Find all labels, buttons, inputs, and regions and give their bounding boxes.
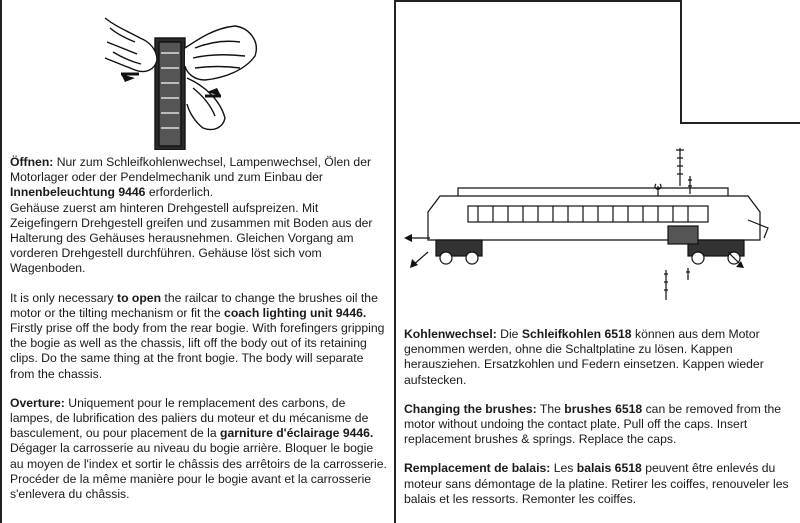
fold-divider	[394, 0, 396, 523]
english-opening-instructions: It is only necessary to open the railcar to change the brushes oil the motor or the tilting mechanism or fit the coach lighting unit 9446. Firstly prise off the body from the rear bogie. With forefingers gripping the bogie as well as the chassis, lift off the body out of its retaining clips. Do the same thing at the front bogie. The body will separate from the chassis.	[10, 290, 385, 381]
left-text-column	[10, 155, 388, 516]
french-brush-instructions: Remplacement de balais: Les balais 6518 peuvent être enlevés du moteur sans démontage de la platine. Retirer les coiffes, renouveler les balais et les ressorts. Remonter les coiffes.	[404, 461, 789, 506]
left-border	[0, 0, 2, 523]
right-step-vertical	[680, 0, 682, 124]
right-top-border	[394, 0, 680, 2]
railcar-diagram	[398, 140, 798, 312]
german-heading: Öffnen:	[10, 155, 54, 169]
hands-illustration	[95, 8, 270, 150]
english-brush-instructions: Changing the brushes: The brushes 6518 can be removed from the motor without undoing the contact plate. Pull off the caps. Insert replacement brushes & springs. Replace the caps.	[404, 401, 782, 447]
french-heading: Overture:	[10, 395, 65, 410]
german-brush-instructions: Kohlenwechsel: Die Schleifkohlen 6518 können aus dem Motor genommen werden, ohne die Schaltplatine zu lösen. Kappen herausziehen. Ersatzkohlen und Federn einsetzen. Kappen wieder aufstecken.	[404, 327, 764, 387]
german-opening-instructions: Öffnen: Nur zum Schleifkohlenwechsel, Lampenwechsel, Ölen der Motorlager oder der Pendelmechanik und zum Einbau der Innenbeleuchtung 9446 erforderlich. Gehäuse zuerst am hinteren Drehgestell aufspreizen. Mit Zeigefingern Drehgestell greifen und zusammen mit Boden aus der Halterung des Gehäuses herausnehmen. Gleichen Vorgang am vorderen Drehgestell durchführen. Gehäuse löst sich vom Wagenboden.	[10, 155, 373, 276]
right-step-horizontal	[680, 122, 800, 124]
right-text-column	[404, 327, 790, 521]
french-opening-instructions: Overture: Uniquement pour le remplacement des carbons, de lampes, de lubrification des paliers du moteur et du mécanisme de basculement, ou pour placement de la garniture d'éclairage 9446. Dégager la carrosserie au niveau du bogie arrière. Bloquer le bogie au moyen de l'index et sortir le châssis des arrêtoirs de la carrosserie. Procéder de la même manière pour le bogie avant et la carrosserie s'enlevera du châssis.	[10, 395, 387, 502]
